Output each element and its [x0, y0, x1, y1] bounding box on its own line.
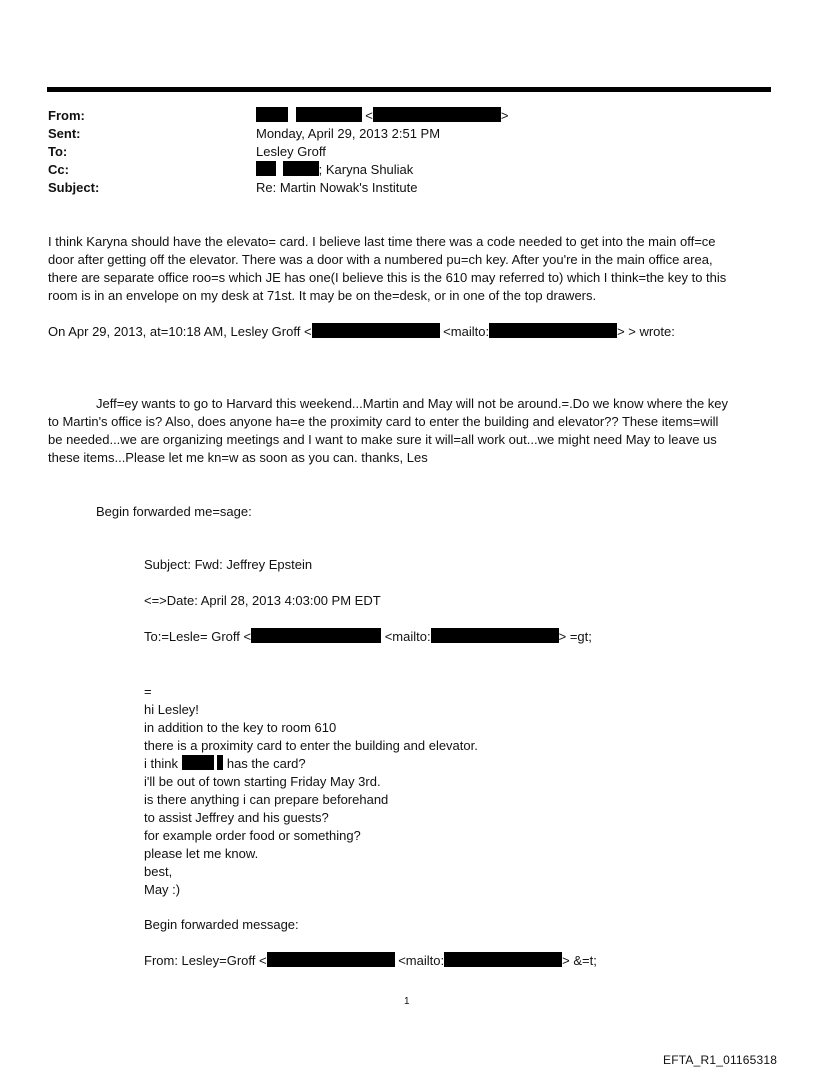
- message-line: is there anything i can prepare beforehand: [144, 792, 389, 807]
- subject-label: Subject:: [48, 180, 100, 195]
- fwd-to-text: To:=Lesle= Groff <: [144, 629, 252, 644]
- gt-text: > &=t;: [562, 953, 597, 968]
- subject-value: Re: Martin Nowak's Institute: [256, 180, 418, 195]
- redaction-block: [182, 755, 214, 770]
- forwarded-heading: Begin forwarded me=sage:: [96, 504, 252, 519]
- message-text: has the card?: [226, 756, 306, 771]
- sent-label: Sent:: [48, 126, 81, 141]
- body-line: Jeff=ey wants to go to Harvard this weekend...Martin and May will not be around.=.Do we know where the key: [96, 396, 729, 411]
- quote-intro-line: [48, 323, 675, 341]
- from2-text: From: Lesley=Groff <: [144, 953, 267, 968]
- message-line: [144, 755, 306, 773]
- redaction-block: [217, 755, 223, 770]
- message-line: for example order food or something?: [144, 828, 361, 843]
- mailto-text: <mailto:: [398, 953, 445, 968]
- body-line: there are separate office roo=s which JE has one(I believe this is the 610 may referred to) which I think=the key to this: [48, 270, 727, 285]
- redaction-block: [256, 161, 276, 176]
- message-line: May :): [144, 882, 181, 897]
- fwd-to-line: [144, 628, 592, 646]
- mailto-text: <mailto:: [443, 324, 490, 339]
- redaction-block: [256, 107, 288, 122]
- fwd-date: <=>Date: April 28, 2013 4:03:00 PM EDT: [144, 593, 381, 608]
- body-line: room is in an envelope on my desk at 71st. It may be on the=desk, or in one of the top drawers.: [48, 288, 597, 303]
- message-text: i think: [144, 756, 178, 771]
- redaction-block: [312, 323, 440, 338]
- message-line: best,: [144, 864, 173, 879]
- to-value: Lesley Groff: [256, 144, 326, 159]
- message-line: there is a proximity card to enter the building and elevator.: [144, 738, 478, 753]
- body-line: to Martin's office is? Also, does anyone ha=e the proximity card to enter the building and elevator?? These items=will: [48, 414, 719, 429]
- redaction-block: [431, 628, 559, 643]
- header-rule: [47, 87, 771, 92]
- body-line: door after getting off the elevator. There was a door with a numbered pu=ch key. After you're in the main office area,: [48, 252, 713, 267]
- from-value: [256, 107, 508, 125]
- from2-line: [144, 952, 597, 970]
- from-lt: <: [365, 108, 373, 123]
- message-line: to assist Jeffrey and his guests?: [144, 810, 329, 825]
- document-id: EFTA_R1_01165318: [663, 1053, 778, 1067]
- redaction-block: [283, 161, 319, 176]
- wrote-text: > > wrote:: [617, 324, 675, 339]
- to-label: To:: [48, 144, 68, 159]
- sent-value: Monday, April 29, 2013 2:51 PM: [256, 126, 441, 141]
- redaction-block: [267, 952, 395, 967]
- from-label: From:: [48, 108, 85, 123]
- page-number: 1: [404, 996, 410, 1007]
- cc-label: Cc:: [48, 162, 69, 177]
- from-gt: >: [500, 108, 509, 123]
- message-line: i'll be out of town starting Friday May 3rd.: [144, 774, 381, 789]
- redaction-block: [444, 952, 562, 967]
- message-line: in addition to the key to room 610: [144, 720, 337, 735]
- body-line: these items...Please let me kn=w as soon as you can. thanks, Les: [48, 450, 428, 465]
- redaction-block: [373, 107, 501, 122]
- mailto-text: <mailto:: [384, 629, 431, 644]
- equals-line: =: [144, 684, 152, 699]
- redaction-block: [296, 107, 362, 122]
- message-line: please let me know.: [144, 846, 259, 861]
- redaction-block: [489, 323, 617, 338]
- message-line: hi Lesley!: [144, 702, 199, 717]
- body-line: be needed...we are organizing meetings and I want to make sure it will=all work out...we might need May to leave us: [48, 432, 717, 447]
- quote-intro-text: On Apr 29, 2013, at=10:18 AM, Lesley Groff <: [48, 324, 312, 339]
- fwd-subject: Subject: Fwd: Jeffrey Epstein: [144, 557, 313, 572]
- cc-value: [256, 161, 413, 179]
- cc-text: ; Karyna Shuliak: [318, 162, 414, 177]
- body-line: I think Karyna should have the elevato= card. I believe last time there was a code needed to get into the main off=ce: [48, 234, 716, 249]
- gt-text: > =gt;: [558, 629, 592, 644]
- forwarded-heading-2: Begin forwarded message:: [144, 917, 299, 932]
- redaction-block: [251, 628, 381, 643]
